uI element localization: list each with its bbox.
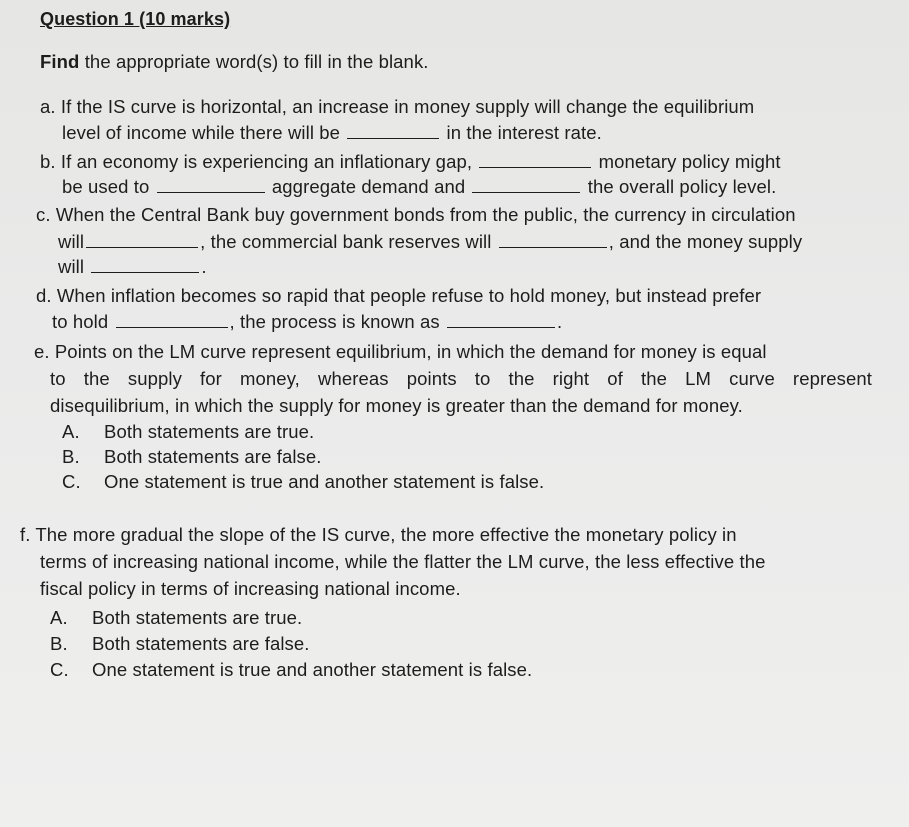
item-b-text-4: the overall policy level. xyxy=(587,176,777,197)
item-c-line-2 xyxy=(58,230,802,253)
item-a-text: level of income while there will be xyxy=(62,122,341,143)
item-f-option-c xyxy=(50,659,532,681)
item-a-text-end: in the interest rate. xyxy=(446,122,602,143)
item-b-text: b. If an economy is experiencing an inflationary gap, xyxy=(40,151,473,172)
option-label: A. xyxy=(62,421,80,442)
item-d-period: . xyxy=(556,311,563,332)
item-c-text-3: , and the money supply xyxy=(608,231,803,252)
blank-c2[interactable] xyxy=(499,230,607,248)
item-e-option-a xyxy=(62,421,314,443)
item-e-line-1: e. Points on the LM curve represent equilibrium, in which the demand for money is equal xyxy=(34,341,767,362)
blank-d1[interactable] xyxy=(116,310,228,328)
blank-b3[interactable] xyxy=(472,175,580,193)
item-c-line-3 xyxy=(58,255,207,278)
option-text: Both statements are true. xyxy=(92,607,303,628)
blank-d2[interactable] xyxy=(447,310,555,328)
option-label: B. xyxy=(62,446,80,467)
option-text: Both statements are false. xyxy=(92,633,310,654)
item-f-line-1: f. The more gradual the slope of the IS curve, the more effective the monetary policy in xyxy=(20,524,737,545)
item-d-line-1: d. When inflation becomes so rapid that people refuse to hold money, but instead prefer xyxy=(36,285,762,306)
instruction xyxy=(40,51,429,73)
item-e-line-3: disequilibrium, in which the supply for money is greater than the demand for money. xyxy=(50,395,743,416)
option-text: One statement is true and another statement is false. xyxy=(104,471,545,492)
option-text: Both statements are false. xyxy=(104,446,322,467)
item-c-text-2: , the commercial bank reserves will xyxy=(200,231,492,252)
item-b-text-end: monetary policy might xyxy=(598,151,781,172)
item-b-line-1 xyxy=(40,150,781,173)
item-f-option-a xyxy=(50,607,302,629)
item-d-text-2: , the process is known as xyxy=(229,311,440,332)
item-b-text-3: aggregate demand and xyxy=(271,176,466,197)
option-label: C. xyxy=(62,471,81,492)
item-c-text-4: will xyxy=(58,256,85,277)
option-label: A. xyxy=(50,607,68,628)
option-text: One statement is true and another statement is false. xyxy=(92,659,533,680)
blank-c3[interactable] xyxy=(91,255,199,273)
option-label: C. xyxy=(50,659,69,680)
item-a-line-1: a. If the IS curve is horizontal, an increase in money supply will change the equilibrium xyxy=(40,96,755,117)
item-b-text-2: be used to xyxy=(62,176,150,197)
item-f-line-3: fiscal policy in terms of increasing national income. xyxy=(40,578,461,599)
instruction-text: the appropriate word(s) to fill in the blank. xyxy=(79,51,429,72)
question-title: Question 1 (10 marks) xyxy=(40,9,231,29)
item-f-option-b xyxy=(50,633,310,655)
item-d-text: to hold xyxy=(52,311,109,332)
blank-b1[interactable] xyxy=(479,150,591,168)
item-e-line-2: to the supply for money, whereas points to the right of the LM curve represent xyxy=(50,368,872,389)
item-f-line-2: terms of increasing national income, while the flatter the LM curve, the less effective the xyxy=(40,551,766,572)
item-a-line-2 xyxy=(62,121,602,144)
item-c-text: will xyxy=(58,231,85,252)
item-c-line-1: c. When the Central Bank buy government bonds from the public, the currency in circulation xyxy=(36,204,796,225)
item-b-line-2 xyxy=(62,175,776,198)
option-text: Both statements are true. xyxy=(104,421,315,442)
item-d-line-2 xyxy=(52,310,562,333)
blank-c1[interactable] xyxy=(86,230,198,248)
blank-b2[interactable] xyxy=(157,175,265,193)
item-c-period: . xyxy=(201,256,207,277)
item-e-option-c xyxy=(62,471,544,493)
blank-a1[interactable] xyxy=(347,121,439,139)
option-label: B. xyxy=(50,633,68,654)
instruction-bold: Find xyxy=(40,51,80,72)
item-e-option-b xyxy=(62,446,322,468)
